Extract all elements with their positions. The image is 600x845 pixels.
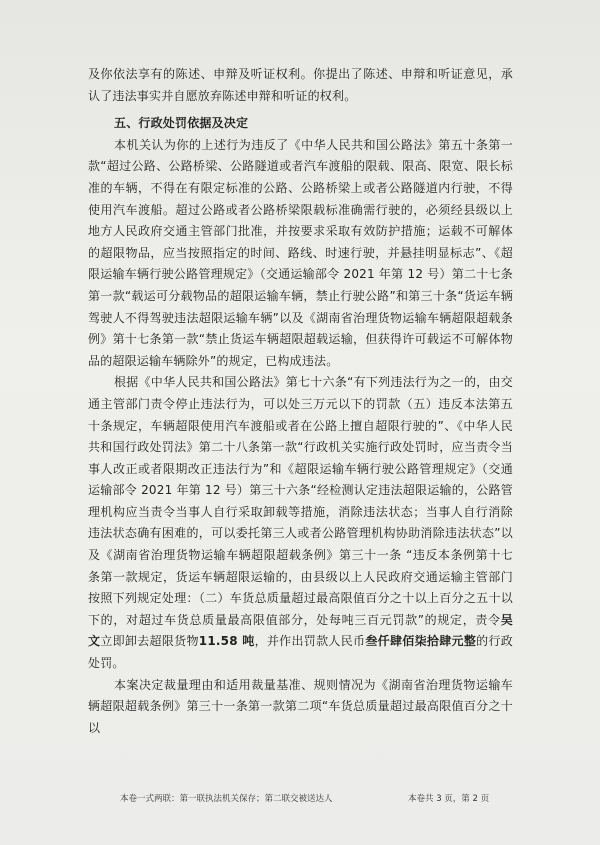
fine-amount: 叁仟肆佰柒拾肆元整 xyxy=(365,634,477,649)
copies-note: 本卷一式两联：第一联执法机关保存；第二联交被送达人 xyxy=(120,794,333,804)
document-body xyxy=(88,64,513,739)
basis-text-mid2: ，并作出罚款人民币 xyxy=(254,634,366,649)
basis-text-end: 的行政处罚。 xyxy=(88,634,513,671)
party-name: 吴 文 xyxy=(88,612,513,649)
basis-text: 根据《中华人民共和国公路法》第七十六条“有下列违法行为之一的，由交通主管部门责令停止违法行为，可以处三万元以下的罚款（五）违反本法第五十条规定，车辆超限使用汽车渡船或者在公路上擅自超限行驶的”、《中华人民共和国行政处罚法》第二十八条第一款“行政机关实施行政处罚时，应当责令当事人改正或者限期改正违法行为”和《超限运输车辆行驶公路管理规定》（交通运输部令 2021 年第 12 号）第三十六条“经检测认定违法超限运输的，公路管理机构应当责令当事人自行采取卸载等措施，消除违法状态；当事人自行消除违法状态确有困难的，可以委托第三人或者公路管理机构协助消除违法状态”以及《湖南省治理货物运输车辆超限超载条例》第三十一条 “违反本条例第十七条第一款规定，货运车辆超限运输的，由县级以上人民政府交通运输主管部门按照下列规定处理：（二）车货总质量超过最高限值百分之十以上百分之五十以下的，对超过车货总质量最高限值部分，处每吨三百元罚款”的规定，责令 xyxy=(88,375,513,627)
basis-text-mid: 立即卸去超限货物 xyxy=(100,634,199,649)
paragraph-discretion: 本案决定裁量理由和适用裁量基准、规则情况为《湖南省治理货物运输车辆超限超载条例》第三十一条第一款第二项“车货总质量超过最高限值百分之十以 xyxy=(88,677,513,735)
overload-tonnage: 11.58 吨 xyxy=(198,634,255,649)
section-heading: 五、行政处罚依据及决定 xyxy=(114,116,249,131)
paragraph-opening: 及你依法享有的陈述、申辩及听证权利。你提出了陈述、申辩和听证意见，承认了违法事实并自愿放弃陈述申辩和听证的权利。 xyxy=(88,67,513,103)
paragraph-penalty-basis xyxy=(88,372,513,674)
page-number: 本卷共 3 页，第 2 页 xyxy=(408,794,490,804)
paragraph-violation: 本机关认为你的上述行为违反了《中华人民共和国公路法》第五十条第一款“超过公路、公路桥梁、公路隧道或者汽车渡船的限载、限高、限宽、限长标准的车辆，不得在有限定标准的公路、公路桥梁上或者公路隧道内行驶，不得使用汽车渡船。超过公路或者公路桥梁限载标准确需行驶的，必须经县级以上地方人民政府交通主管部门批准，并按要求采取有效防护措施；运载不可解体的超限物品，应当按照指定的时间、路线、时速行驶，并悬挂明显标志”、《超限运输车辆行驶公路管理规定》（交通运输部令 2021 年第 12 号）第二十七条第一款“载运可分载物品的超限运输车辆，禁止行驶公路”和第三十条“货运车辆驾驶人不得驾驶违法超限运输车辆”以及《湖南省治理货物运输车辆超限超载条例》第十七条第一款“禁止货运车辆超限超载运输，但获得许可载运不可解体物品的超限运输车辆除外”的规定，已构成违法。 xyxy=(88,137,513,368)
